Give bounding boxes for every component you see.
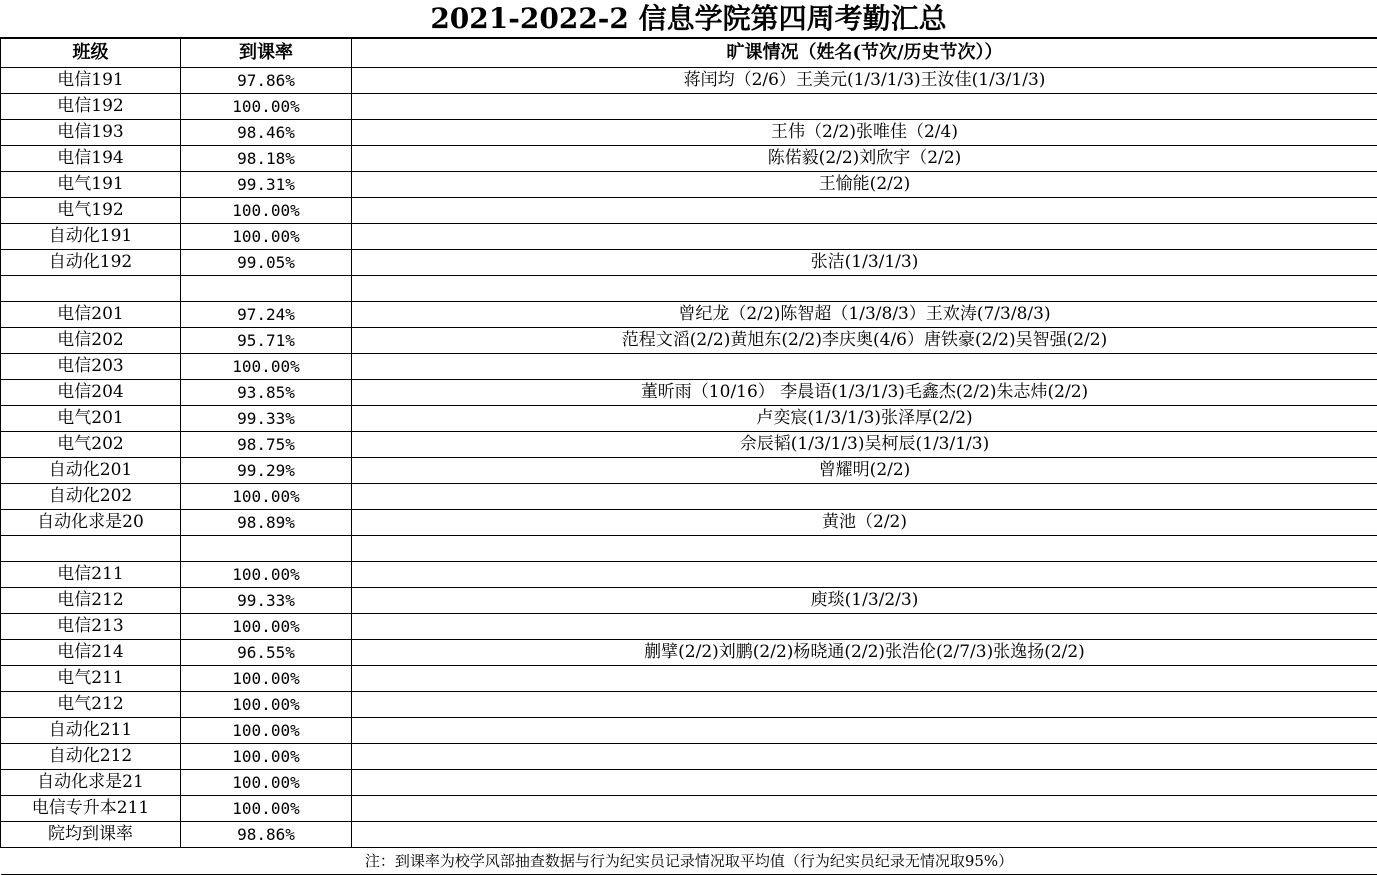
table-row xyxy=(1,588,1377,614)
cell-absence[interactable]: 王愉能(2/2) xyxy=(352,172,1377,198)
cell-absence[interactable]: 蒋闰均（2/6）王美元(1/3/1/3)王汝佳(1/3/1/3) xyxy=(352,68,1377,94)
table-row xyxy=(1,406,1377,432)
cell-absence[interactable] xyxy=(352,614,1377,640)
cell-class[interactable]: 电信213 xyxy=(1,614,181,640)
cell-class[interactable]: 电信192 xyxy=(1,94,181,120)
cell-class[interactable]: 电气192 xyxy=(1,198,181,224)
cell-rate[interactable]: 98.75% xyxy=(181,432,352,458)
cell-rate[interactable]: 100.00% xyxy=(181,692,352,718)
table-row xyxy=(1,458,1377,484)
cell-class[interactable]: 电气212 xyxy=(1,692,181,718)
cell-rate[interactable]: 99.33% xyxy=(181,406,352,432)
cell-class[interactable]: 自动化202 xyxy=(1,484,181,510)
cell-absence[interactable] xyxy=(352,822,1377,848)
cell-class[interactable]: 电气202 xyxy=(1,432,181,458)
cell-class[interactable] xyxy=(1,276,181,302)
cell-absence[interactable] xyxy=(352,276,1377,302)
table-row xyxy=(1,276,1377,302)
table-row xyxy=(1,224,1377,250)
table-row xyxy=(1,120,1377,146)
cell-absence[interactable]: 蒯擘(2/2)刘鹏(2/2)杨晓通(2/2)张浩伦(2/7/3)张逸扬(2/2) xyxy=(352,640,1377,666)
cell-rate[interactable]: 100.00% xyxy=(181,770,352,796)
cell-class[interactable]: 电气191 xyxy=(1,172,181,198)
attendance-table xyxy=(0,38,1377,875)
cell-rate[interactable]: 100.00% xyxy=(181,198,352,224)
cell-rate[interactable]: 99.29% xyxy=(181,458,352,484)
cell-rate[interactable]: 97.24% xyxy=(181,302,352,328)
cell-absence[interactable] xyxy=(352,718,1377,744)
table-row xyxy=(1,432,1377,458)
cell-absence[interactable] xyxy=(352,536,1377,562)
footnote[interactable]: 注：到课率为校学风部抽查数据与行为纪实员记录情况取平均值（行为纪实员纪录无情况取95%） xyxy=(1,848,1377,875)
cell-class[interactable]: 电信191 xyxy=(1,68,181,94)
cell-absence[interactable] xyxy=(352,796,1377,822)
cell-rate[interactable] xyxy=(181,276,352,302)
cell-absence[interactable]: 董昕雨（10/16） 李晨语(1/3/1/3)毛鑫杰(2/2)朱志炜(2/2) xyxy=(352,380,1377,406)
table-row xyxy=(1,172,1377,198)
cell-class[interactable]: 自动化192 xyxy=(1,250,181,276)
table-row xyxy=(1,666,1377,692)
cell-rate[interactable]: 100.00% xyxy=(181,796,352,822)
cell-class[interactable]: 电信194 xyxy=(1,146,181,172)
cell-absence[interactable] xyxy=(352,198,1377,224)
cell-absence[interactable]: 庾琰(1/3/2/3) xyxy=(352,588,1377,614)
cell-class[interactable]: 电信193 xyxy=(1,120,181,146)
cell-absence[interactable]: 黄池（2/2) xyxy=(352,510,1377,536)
cell-rate[interactable]: 98.46% xyxy=(181,120,352,146)
sheet-title: 2021-2022-2 信息学院第四周考勤汇总 xyxy=(0,0,1377,38)
table-row xyxy=(1,380,1377,406)
table-row xyxy=(1,796,1377,822)
cell-rate[interactable]: 95.71% xyxy=(181,328,352,354)
cell-rate[interactable]: 96.55% xyxy=(181,640,352,666)
header-class[interactable]: 班级 xyxy=(1,39,181,68)
table-row xyxy=(1,822,1377,848)
table-row xyxy=(1,94,1377,120)
table-row xyxy=(1,354,1377,380)
cell-absence[interactable] xyxy=(352,692,1377,718)
cell-rate[interactable]: 100.00% xyxy=(181,354,352,380)
header-rate[interactable]: 到课率 xyxy=(181,39,352,68)
cell-rate[interactable]: 100.00% xyxy=(181,484,352,510)
cell-class[interactable]: 自动化212 xyxy=(1,744,181,770)
cell-class[interactable]: 电信专升本211 xyxy=(1,796,181,822)
cell-absence[interactable]: 曾耀明(2/2) xyxy=(352,458,1377,484)
cell-absence[interactable] xyxy=(352,666,1377,692)
cell-rate[interactable]: 98.89% xyxy=(181,510,352,536)
cell-rate[interactable]: 100.00% xyxy=(181,94,352,120)
cell-rate[interactable]: 98.86% xyxy=(181,822,352,848)
cell-class[interactable]: 自动化求是21 xyxy=(1,770,181,796)
header-row xyxy=(1,39,1377,68)
table-row xyxy=(1,614,1377,640)
cell-rate[interactable]: 100.00% xyxy=(181,562,352,588)
cell-absence[interactable] xyxy=(352,562,1377,588)
cell-class[interactable]: 电信202 xyxy=(1,328,181,354)
table-row xyxy=(1,510,1377,536)
cell-absence[interactable] xyxy=(352,770,1377,796)
cell-rate[interactable]: 99.05% xyxy=(181,250,352,276)
cell-rate[interactable]: 100.00% xyxy=(181,224,352,250)
table-row xyxy=(1,198,1377,224)
table-row xyxy=(1,718,1377,744)
cell-absence[interactable] xyxy=(352,224,1377,250)
cell-class[interactable]: 院均到课率 xyxy=(1,822,181,848)
table-body xyxy=(1,68,1377,848)
table-row xyxy=(1,68,1377,94)
table-row xyxy=(1,536,1377,562)
table-row xyxy=(1,744,1377,770)
table-row xyxy=(1,562,1377,588)
cell-class[interactable]: 电信211 xyxy=(1,562,181,588)
note-row xyxy=(1,848,1377,875)
cell-class[interactable]: 电气201 xyxy=(1,406,181,432)
cell-absence[interactable]: 范程文滔(2/2)黄旭东(2/2)李庆奥(4/6）唐铁豪(2/2)吴智强(2/2) xyxy=(352,328,1377,354)
cell-class[interactable]: 电气211 xyxy=(1,666,181,692)
cell-class[interactable]: 自动化211 xyxy=(1,718,181,744)
cell-absence[interactable] xyxy=(352,354,1377,380)
cell-absence[interactable] xyxy=(352,744,1377,770)
cell-rate[interactable] xyxy=(181,536,352,562)
cell-rate[interactable]: 100.00% xyxy=(181,718,352,744)
cell-rate[interactable]: 100.00% xyxy=(181,666,352,692)
cell-rate[interactable]: 99.31% xyxy=(181,172,352,198)
table-row xyxy=(1,146,1377,172)
cell-rate[interactable]: 98.18% xyxy=(181,146,352,172)
table-row xyxy=(1,484,1377,510)
cell-rate[interactable]: 100.00% xyxy=(181,614,352,640)
cell-class[interactable]: 自动化201 xyxy=(1,458,181,484)
table-row xyxy=(1,640,1377,666)
cell-class[interactable] xyxy=(1,536,181,562)
cell-class[interactable]: 电信214 xyxy=(1,640,181,666)
cell-absence[interactable]: 张洁(1/3/1/3) xyxy=(352,250,1377,276)
cell-absence[interactable]: 王伟（2/2)张唯佳（2/4) xyxy=(352,120,1377,146)
cell-class[interactable]: 电信212 xyxy=(1,588,181,614)
cell-rate[interactable]: 97.86% xyxy=(181,68,352,94)
cell-absence[interactable] xyxy=(352,484,1377,510)
cell-class[interactable]: 电信204 xyxy=(1,380,181,406)
cell-class[interactable]: 电信203 xyxy=(1,354,181,380)
table-row xyxy=(1,328,1377,354)
cell-rate[interactable]: 93.85% xyxy=(181,380,352,406)
header-absence[interactable]: 旷课情况（姓名(节次/历史节次）） xyxy=(352,39,1377,68)
cell-rate[interactable]: 100.00% xyxy=(181,744,352,770)
cell-absence[interactable]: 陈偌毅(2/2)刘欣宇（2/2) xyxy=(352,146,1377,172)
table-row xyxy=(1,250,1377,276)
cell-absence[interactable] xyxy=(352,94,1377,120)
cell-rate[interactable]: 99.33% xyxy=(181,588,352,614)
cell-absence[interactable]: 卢奕宸(1/3/1/3)张泽厚(2/2) xyxy=(352,406,1377,432)
cell-class[interactable]: 自动化191 xyxy=(1,224,181,250)
table-row xyxy=(1,302,1377,328)
cell-class[interactable]: 自动化求是20 xyxy=(1,510,181,536)
cell-absence[interactable]: 佘辰韬(1/3/1/3)吴柯辰(1/3/1/3) xyxy=(352,432,1377,458)
table-row xyxy=(1,692,1377,718)
table-row xyxy=(1,770,1377,796)
cell-class[interactable]: 电信201 xyxy=(1,302,181,328)
cell-absence[interactable]: 曾纪龙（2/2)陈智超（1/3/8/3）王欢涛(7/3/8/3) xyxy=(352,302,1377,328)
